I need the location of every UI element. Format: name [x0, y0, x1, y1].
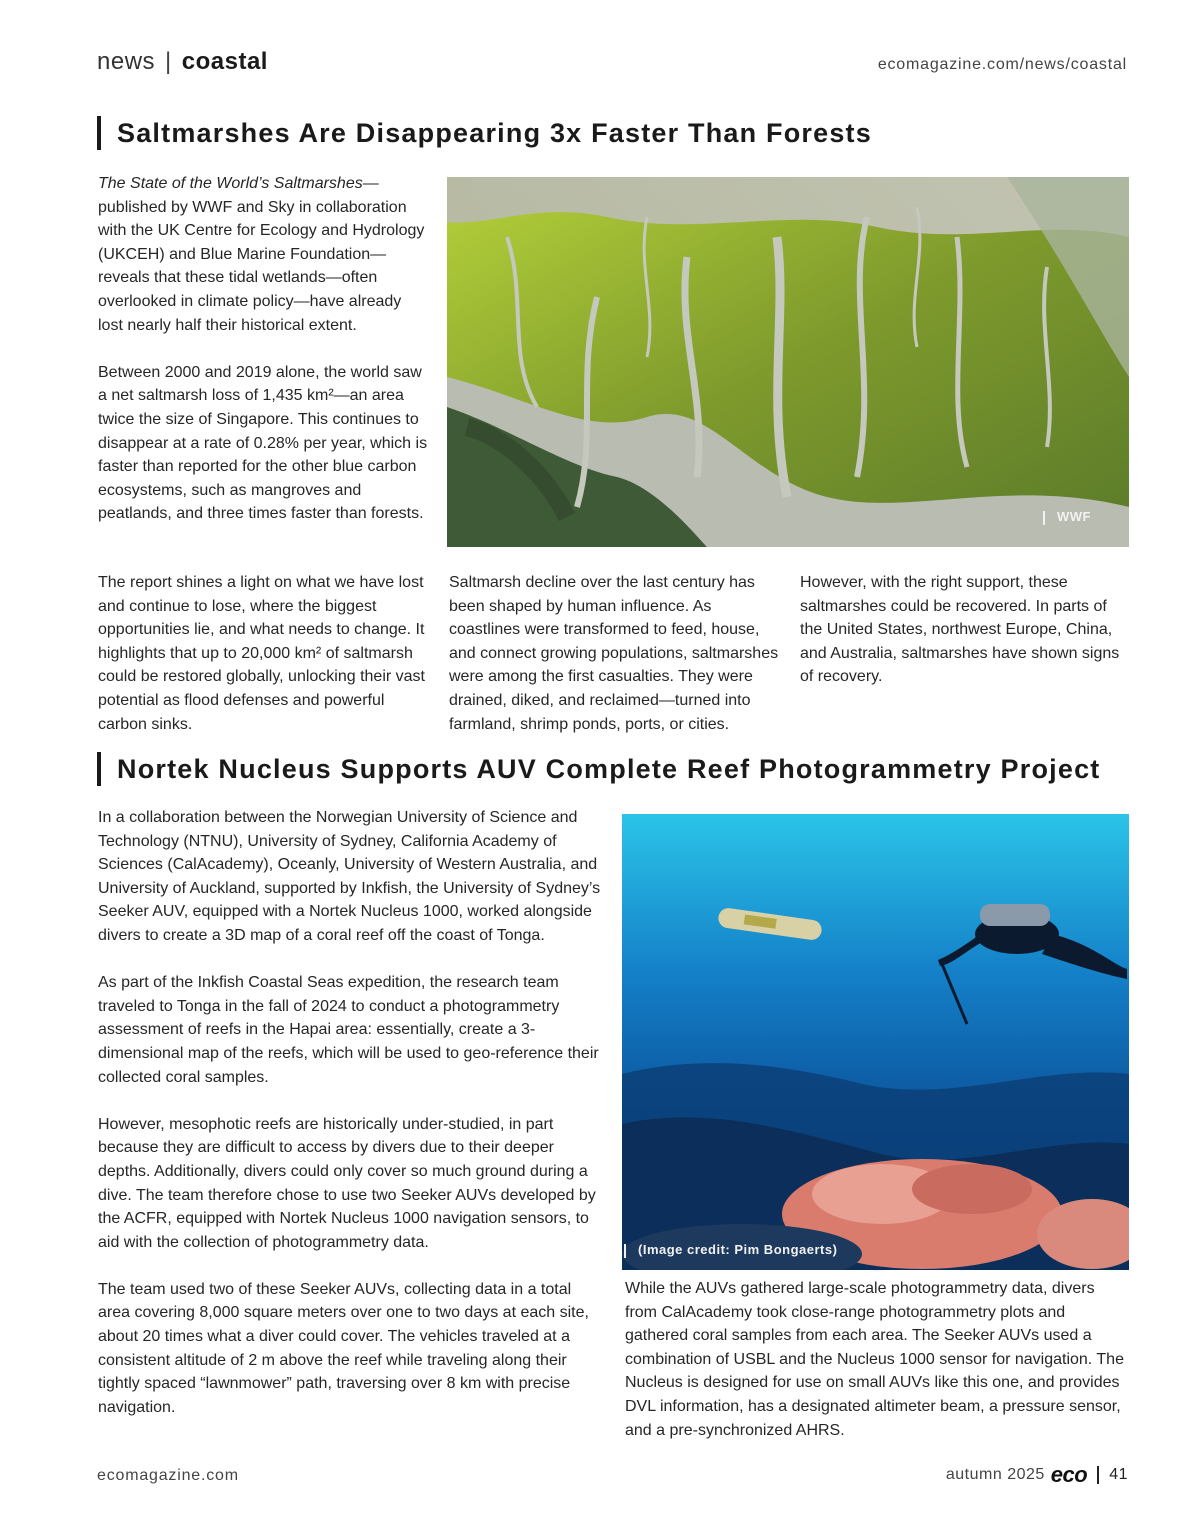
saltmarsh-photo-credit	[1043, 509, 1091, 525]
reef-image	[622, 814, 1129, 1270]
saltmarsh-aerial-photo	[447, 177, 1129, 547]
article1-column-3	[449, 571, 779, 736]
footer-site[interactable]: ecomagazine.com	[97, 1467, 239, 1484]
article2-para4: The team used two of these Seeker AUVs, collecting data in a total area covering 8,000 square meters over one to two days at each site, about 20 times what a diver could cover. The vehicles traveled at a consistent altitude of 2 m above the reef while traveling along their tightly spaced “lawnmower” path, traversing over 8 km with precise navigation.	[98, 1280, 589, 1416]
footer-issue-info	[946, 1462, 1128, 1488]
credit-bar	[624, 1244, 626, 1258]
article2-title: Nortek Nucleus Supports AUV Complete Reef Photogrammetry Project	[97, 752, 1100, 786]
article1-column-1	[98, 172, 428, 526]
credit-bar	[1043, 511, 1045, 525]
article2-column-right	[625, 1277, 1130, 1442]
article1-intro-italic: The State of the World’s Saltmarshes	[98, 175, 363, 192]
credit-text: WWF	[1057, 509, 1091, 525]
article1-para5: However, with the right support, these saltmarshes could be recovered. In parts of the United States, northwest Europe, China, and Australia, saltmarshes have shown signs of recovery.	[800, 574, 1120, 686]
eco-logo: eco	[1050, 1462, 1088, 1487]
article2-para2: As part of the Inkfish Coastal Seas expedition, the research team traveled to Tonga in the fall of 2024 to conduct a photogrammetry assessment of reefs in the Hapai area: essentially, create a 3-dimensional map of the reefs, which will be used to geo-reference their collected coral samples.	[98, 974, 599, 1086]
article1-column-2	[98, 571, 428, 736]
credit-text: (Image credit: Pim Bongaerts)	[638, 1242, 838, 1258]
article2-para5: While the AUVs gathered large-scale photogrammetry data, divers from CalAcademy took close-range photogrammetry plots and gathered coral samples from each area. The Seeker AUVs used a combination of USBL and the Nucleus 1000 sensor for navigation. The Nucleus is designed for use on small AUVs like this one, and provides DVL information, has a designated altimeter beam, a pressure sensor, and a pre-synchronized AHRS.	[625, 1280, 1124, 1439]
page-number: 41	[1109, 1466, 1128, 1483]
article1-column-4	[800, 571, 1130, 689]
article1-para4: Saltmarsh decline over the last century has been shaped by human influence. As coastlines were transformed to feed, house, and connect growing populations, saltmarshes were among the first casualties. They were drained, diked, and reclaimed—turned into farmland, shrimp ponds, ports, or cities.	[449, 574, 779, 733]
article1-title: Saltmarshes Are Disappearing 3x Faster Than Forests	[97, 116, 872, 150]
category-label: coastal	[181, 48, 268, 75]
section-separator: |	[165, 48, 172, 75]
reef-photo-credit	[624, 1242, 837, 1258]
article2-column-left	[98, 806, 603, 1419]
article1-para3: The report shines a light on what we have lost and continue to lose, where the biggest opportunities lie, and what needs to change. It highlights that up to 20,000 km² of saltmarsh could be restored globally, unlocking their vast potential as flood defenses and powerful carbon sinks.	[98, 574, 425, 733]
page-header	[97, 48, 1127, 82]
section-tag	[97, 48, 268, 76]
header-url[interactable]: ecomagazine.com/news/coastal	[877, 56, 1127, 73]
article2-para1: In a collaboration between the Norwegian University of Science and Technology (NTNU), University of Sydney, California Academy of Sciences (CalAcademy), Oceanly, University of Western Australia, and University of Auckland, supported by Inkfish, the University of Sydney’s Seeker AUV, equipped with a Nortek Nucleus 1000, worked alongside divers to create a 3D map of a coral reef off the coast of Tonga.	[98, 809, 601, 944]
article1-intro	[98, 172, 428, 337]
saltmarsh-image	[447, 177, 1129, 547]
footer-issue: autumn 2025	[945, 1466, 1045, 1483]
reef-diver-photo	[622, 814, 1129, 1270]
article2-para3: However, mesophotic reefs are historically under-studied, in part because they are difficult to access by divers due to their deeper depths. Additionally, divers could only cover so much ground during a dive. The team therefore chose to use two Seeker AUVs developed by the ACFR, equipped with Nortek Nucleus 1000 navigation sensors, to aid with the collection of photogrammetry data.	[98, 1115, 596, 1251]
article1-intro-rest: —published by WWF and Sky in collaboration with the UK Centre for Ecology and Hydrology (UKCEH) and Blue Marine Foundation—reveals that these tidal wetlands—often overlooked in climate policy—have already lost nearly half their historical extent.	[98, 175, 425, 334]
section-label: news	[97, 48, 156, 75]
footer-divider	[1097, 1466, 1099, 1484]
article1-para2: Between 2000 and 2019 alone, the world saw a net saltmarsh loss of 1,435 km²—an area twice the size of Singapore. This continues to disappear at a rate of 0.28% per year, which is faster than reported for the other blue carbon ecosystems, such as mangroves and peatlands, and three times faster than forests.	[98, 363, 428, 523]
